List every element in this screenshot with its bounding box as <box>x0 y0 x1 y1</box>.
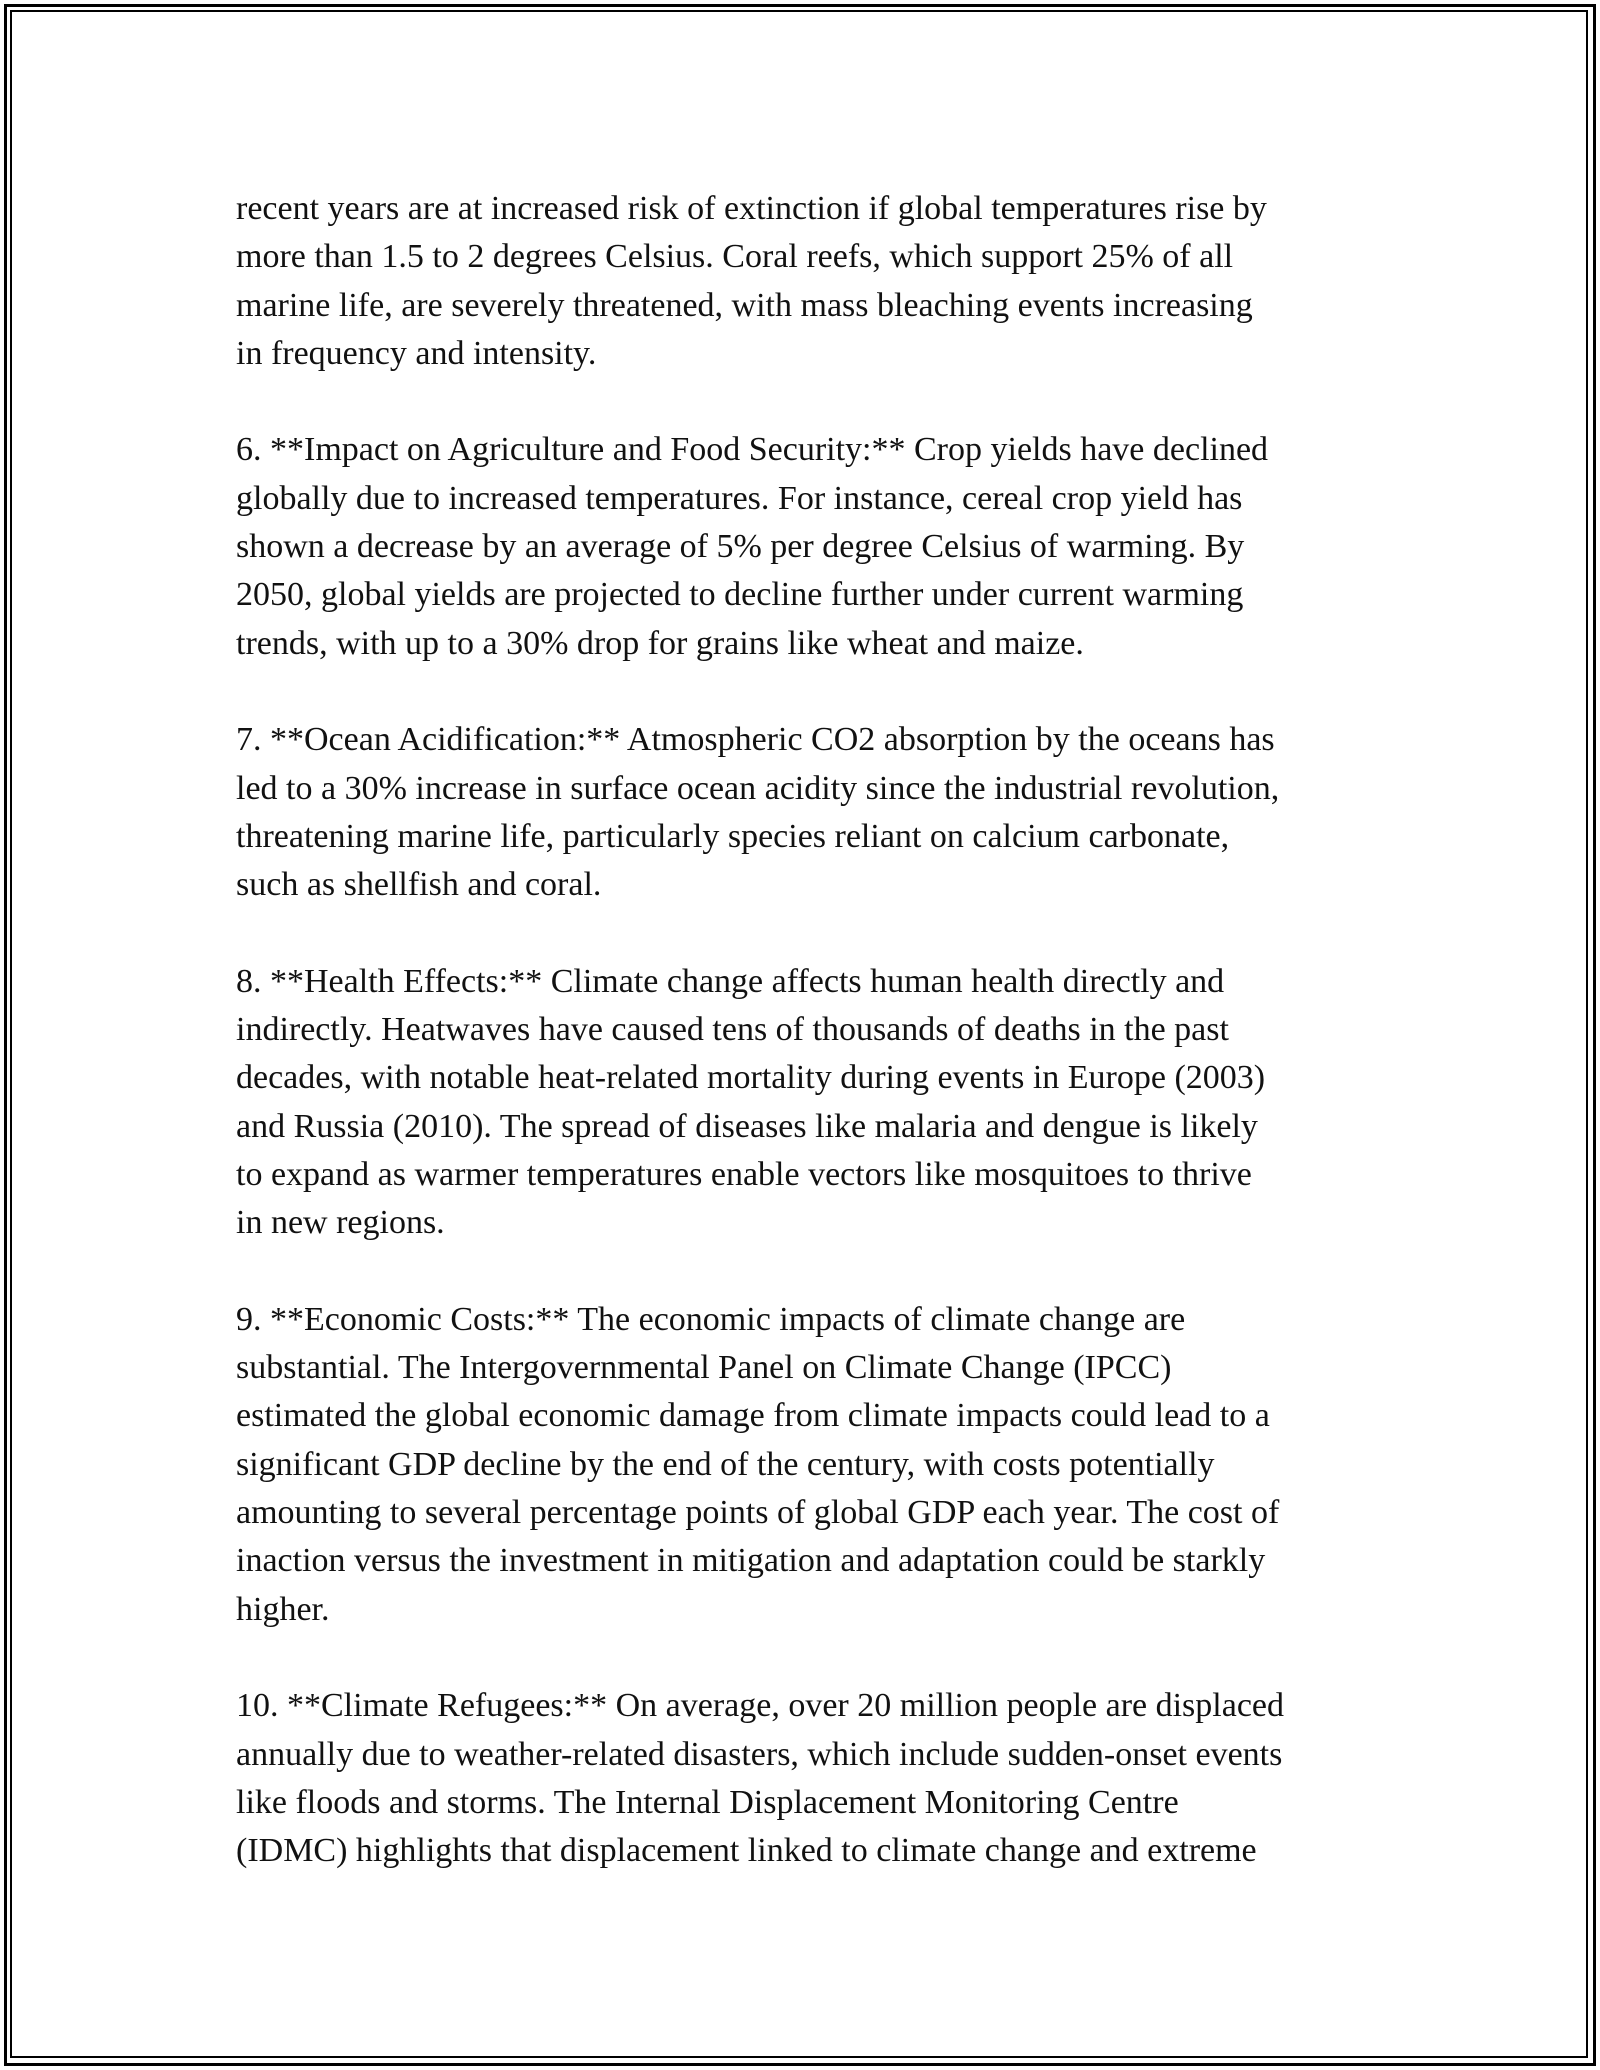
text-line: (IDMC) highlights that displacement linked to climate change and extreme <box>236 1832 1257 1870</box>
text-line: 10. **Climate Refugees:** On average, over 20 million people are displaced <box>236 1687 1285 1725</box>
paragraph-gap <box>236 1248 1386 1296</box>
paragraph-species-extinction <box>236 185 1386 378</box>
text-line: inaction versus the investment in mitigation and adaptation could be starkly <box>236 1542 1266 1580</box>
text-line: 7. **Ocean Acidification:** Atmospheric CO2 absorption by the oceans has <box>236 721 1275 759</box>
text-line: 8. **Health Effects:** Climate change affects human health directly and <box>236 962 1225 1000</box>
text-line: like floods and storms. The Internal Displacement Monitoring Centre <box>236 1783 1179 1821</box>
text-line: estimated the global economic damage from climate impacts could lead to a <box>236 1397 1270 1435</box>
paragraph-gap <box>236 1634 1386 1682</box>
text-line: to expand as warmer temperatures enable vectors like mosquitoes to thrive <box>236 1155 1252 1193</box>
paragraph-gap <box>236 668 1386 716</box>
paragraph-climate-refugees <box>236 1682 1386 1875</box>
paragraph-economic-costs <box>236 1296 1386 1634</box>
text-line: and Russia (2010). The spread of diseases like malaria and dengue is likely <box>236 1107 1258 1145</box>
text-line: 6. **Impact on Agriculture and Food Security:** Crop yields have declined <box>236 431 1269 469</box>
document-body <box>236 185 1386 1875</box>
text-line: decades, with notable heat-related mortality during events in Europe (2003) <box>236 1059 1266 1097</box>
text-line: recent years are at increased risk of extinction if global temperatures rise by <box>236 190 1267 227</box>
text-line: threatening marine life, particularly species reliant on calcium carbonate, <box>236 817 1230 855</box>
text-line: globally due to increased temperatures. For instance, cereal crop yield has <box>236 479 1243 517</box>
text-line: shown a decrease by an average of 5% per degree Celsius of warming. By <box>236 528 1245 566</box>
text-line: 9. **Economic Costs:** The economic impacts of climate change are <box>236 1300 1186 1338</box>
paragraph-gap <box>236 909 1386 957</box>
paragraph-gap <box>236 378 1386 426</box>
text-line: significant GDP decline by the end of the century, with costs potentially <box>236 1445 1215 1483</box>
text-line: trends, with up to a 30% drop for grains like wheat and maize. <box>236 624 1084 662</box>
text-line: more than 1.5 to 2 degrees Celsius. Coral reefs, which support 25% of all <box>236 238 1234 276</box>
paragraph-ocean-acidification <box>236 716 1386 909</box>
text-line: marine life, are severely threatened, with mass bleaching events increasing <box>236 286 1253 324</box>
paragraph-health-effects <box>236 958 1386 1248</box>
paragraph-agriculture <box>236 426 1386 667</box>
text-line: substantial. The Intergovernmental Panel on Climate Change (IPCC) <box>236 1349 1172 1387</box>
text-line: higher. <box>236 1590 330 1628</box>
text-line: 2050, global yields are projected to decline further under current warming <box>236 576 1244 614</box>
text-line: led to a 30% increase in surface ocean acidity since the industrial revolution, <box>236 769 1280 807</box>
text-line: such as shellfish and coral. <box>236 866 602 904</box>
text-line: indirectly. Heatwaves have caused tens of thousands of deaths in the past <box>236 1011 1229 1049</box>
text-line: annually due to weather-related disasters, which include sudden-onset events <box>236 1735 1283 1773</box>
text-line: amounting to several percentage points of global GDP each year. The cost of <box>236 1494 1280 1532</box>
text-line: in frequency and intensity. <box>236 334 597 372</box>
text-line: in new regions. <box>236 1204 445 1242</box>
